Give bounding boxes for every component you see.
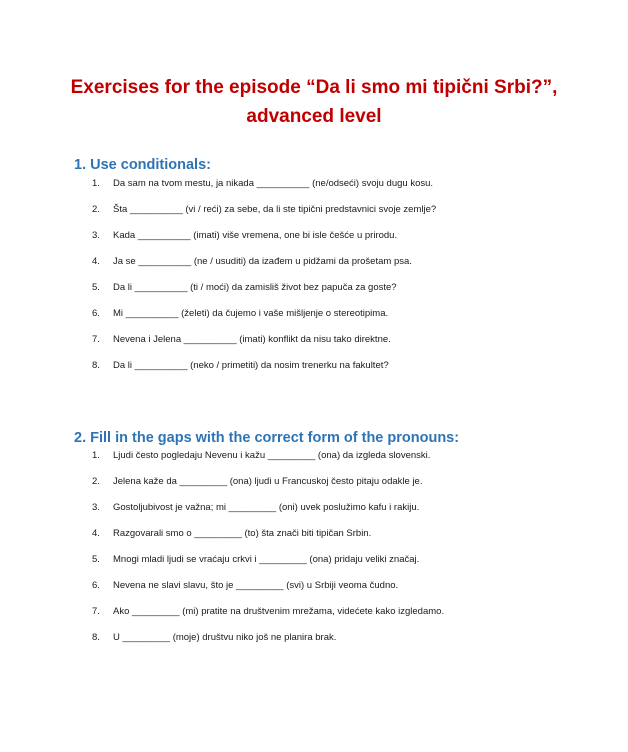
document-title-line-1: Exercises for the episode “Da li smo mi tipični Srbi?”, (70, 77, 558, 98)
item-text: Jelena kaže da _________ (ona) ljudi u Francuskoj često pitaju odakle je. (113, 476, 423, 487)
item-text: Ako _________ (mi) pratite na društvenim mrežama, videćete kako izgledamo. (113, 606, 445, 617)
item-text: Nevena i Jelena __________ (imati) konflikt da nisu tako direktne. (113, 334, 391, 345)
section-heading-conditionals: 1. Use conditionals: (74, 157, 211, 173)
item-text: Kada __________ (imati) više vremena, one bi isle češće u prirodu. (113, 230, 398, 241)
item-number: 3. (92, 502, 100, 513)
item-text: Šta __________ (vi / reći) za sebe, da li ste tipični predstavnici svoje zemlje? (113, 204, 437, 215)
item-number: 7. (92, 606, 100, 617)
item-text: Da li __________ (ti / moći) da zamisliš život bez papuča za goste? (113, 282, 397, 293)
item-text: Mi __________ (želeti) da čujemo i vaše mišljenje o stereotipima. (113, 308, 389, 319)
section-heading-pronouns: 2. Fill in the gaps with the correct form of the pronouns: (74, 430, 460, 446)
item-text: Da li __________ (neko / primetiti) da nosim trenerku na fakultet? (113, 360, 389, 371)
item-number: 8. (92, 632, 100, 643)
item-number: 5. (92, 554, 100, 565)
item-number: 3. (92, 230, 100, 241)
item-number: 6. (92, 308, 100, 319)
item-number: 1. (92, 178, 100, 189)
item-text: Gostoljubivost je važna; mi _________ (oni) uvek poslužimo kafu i rakiju. (113, 502, 420, 513)
item-number: 6. (92, 580, 100, 591)
item-text: Ja se __________ (ne / usuditi) da izađem u pidžami da prošetam psa. (113, 256, 412, 267)
item-text: Da sam na tvom mestu, ja nikada __________ (ne/odseći) svoju dugu kosu. (113, 178, 434, 189)
item-number: 4. (92, 256, 100, 267)
item-number: 8. (92, 360, 100, 371)
item-number: 2. (92, 204, 100, 215)
item-number: 4. (92, 528, 100, 539)
item-number: 2. (92, 476, 100, 487)
item-number: 7. (92, 334, 100, 345)
item-text: Nevena ne slavi slavu, što je _________ (svi) u Srbiji veoma čudno. (113, 580, 399, 591)
item-number: 1. (92, 450, 100, 461)
item-text: U _________ (moje) društvu niko još ne planira brak. (113, 632, 337, 643)
item-text: Razgovarali smo o _________ (to) šta znači biti tipičan Srbin. (113, 528, 372, 539)
document-title-line-2: advanced level (246, 106, 382, 127)
item-text: Mnogi mladi ljudi se vraćaju crkvi i _________ (ona) pridaju veliki značaj. (113, 554, 420, 565)
item-text: Ljudi često pogledaju Nevenu i kažu _________ (ona) da izgleda slovenski. (113, 450, 431, 461)
item-number: 5. (92, 282, 100, 293)
